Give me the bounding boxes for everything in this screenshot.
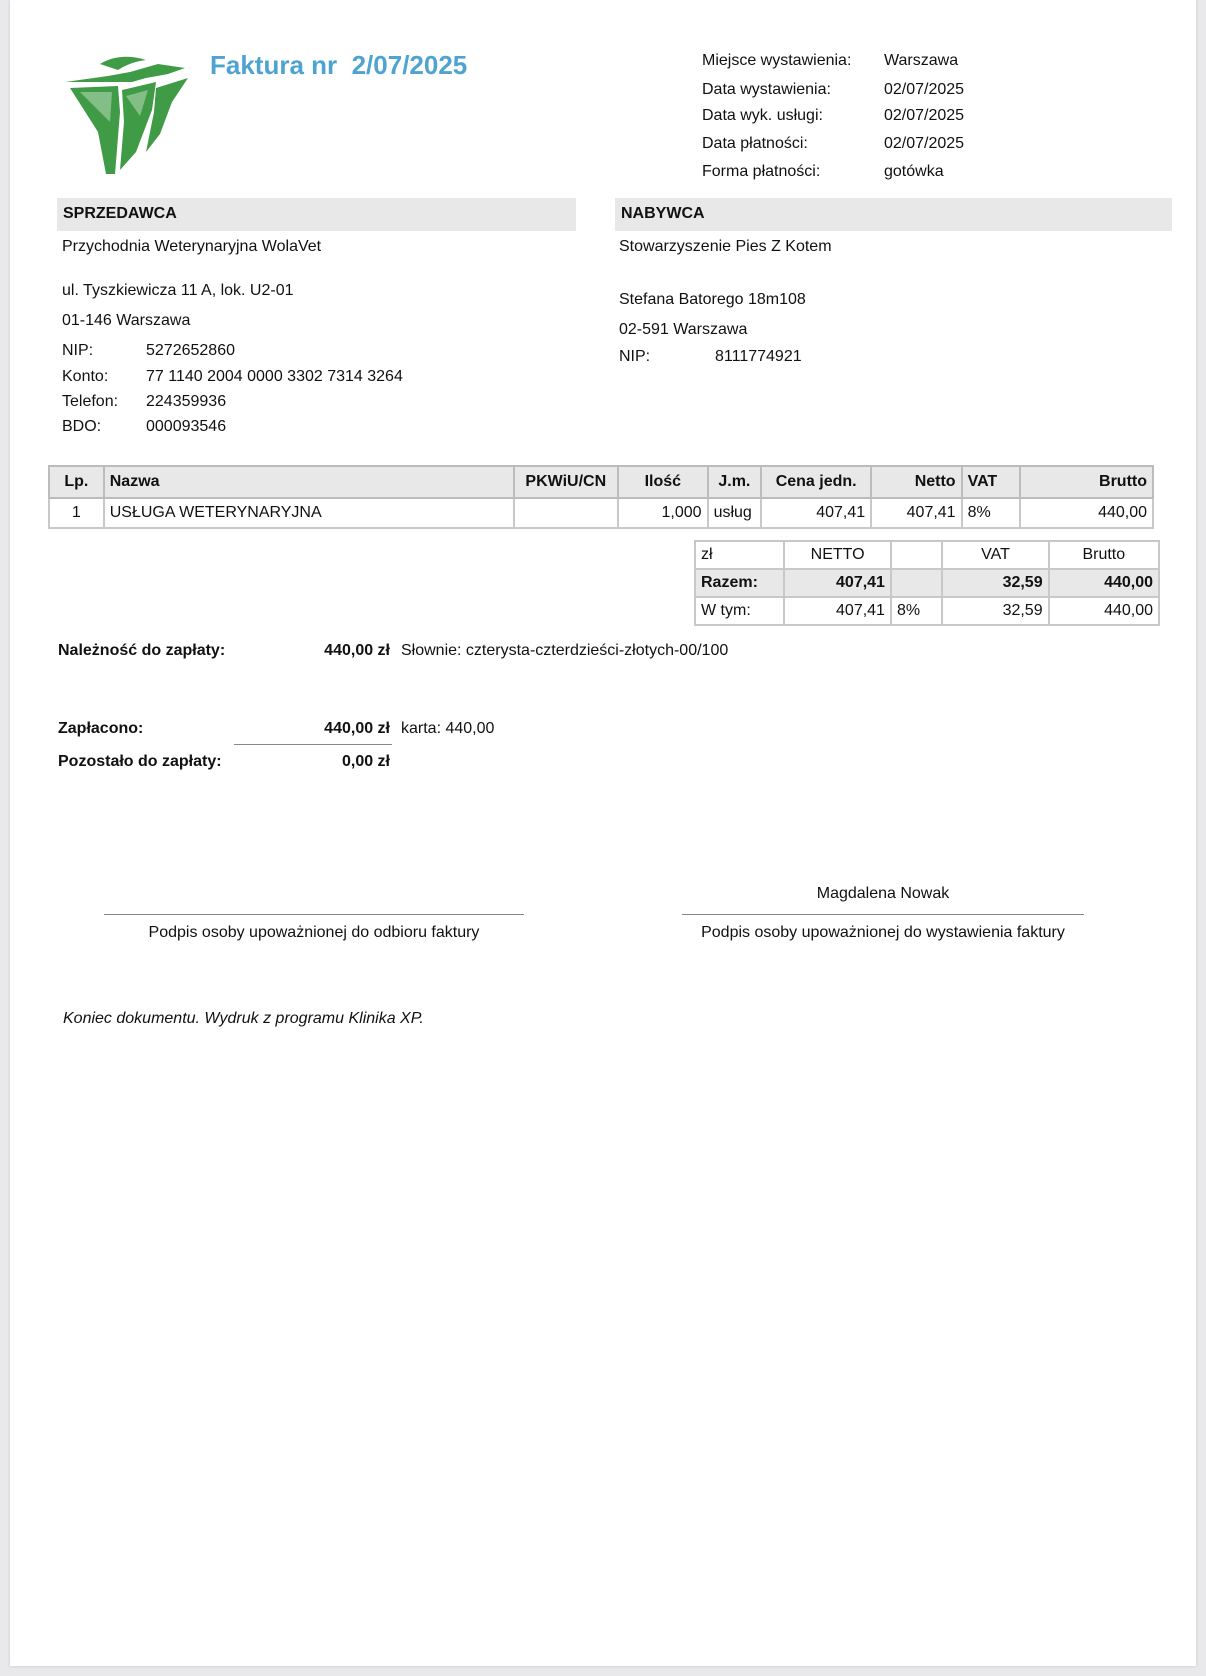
seller-name: Przychodnia Weterynaryjna WolaVet bbox=[62, 238, 322, 255]
amount-due-label: Należność do zapłaty: bbox=[58, 642, 226, 659]
summary-breakdown-vat: 32,59 bbox=[942, 597, 1048, 625]
buyer-nip-label: NIP: bbox=[619, 348, 651, 365]
item-unit-price: 407,41 bbox=[761, 498, 871, 528]
items-table bbox=[48, 465, 1154, 529]
meta-value-service-date: 02/07/2025 bbox=[884, 107, 965, 124]
issuer-name: Magdalena Nowak bbox=[816, 885, 950, 902]
col-unit: J.m. bbox=[708, 466, 762, 498]
meta-label-place: Miejsce wystawienia: bbox=[702, 52, 852, 69]
meta-label-payment-form: Forma płatności: bbox=[702, 163, 821, 180]
meta-label-payment-date: Data płatności: bbox=[702, 135, 808, 152]
col-qty: Ilość bbox=[618, 466, 708, 498]
paid-value: 440,00 zł bbox=[324, 720, 390, 737]
seller-phone-label: Telefon: bbox=[62, 393, 119, 410]
col-vat: VAT bbox=[962, 466, 1020, 498]
summary-total-rate bbox=[891, 569, 942, 597]
meta-value-payment-date: 02/07/2025 bbox=[884, 135, 965, 152]
item-unit: usług bbox=[708, 498, 762, 528]
clinic-logo bbox=[60, 52, 195, 177]
issuer-signature-line bbox=[682, 914, 1084, 915]
summary-breakdown-rate: 8% bbox=[891, 597, 942, 625]
summary-head-currency: zł bbox=[695, 541, 784, 569]
summary-head-vat: VAT bbox=[942, 541, 1048, 569]
buyer-city: 02-591 Warszawa bbox=[619, 321, 748, 338]
seller-header: SPRZEDAWCA bbox=[57, 198, 576, 231]
seller-street: ul. Tyszkiewicza 11 A, lok. U2-01 bbox=[62, 282, 294, 299]
summary-breakdown-label: W tym: bbox=[695, 597, 784, 625]
paid-label: Zapłacono: bbox=[58, 720, 144, 737]
summary-head-row bbox=[695, 541, 1159, 569]
summary-total-label: Razem: bbox=[695, 569, 784, 597]
seller-nip-label: NIP: bbox=[62, 342, 94, 359]
summary-total-net: 407,41 bbox=[784, 569, 891, 597]
seller-bdo-label: BDO: bbox=[62, 418, 102, 435]
col-gross: Brutto bbox=[1020, 466, 1153, 498]
seller-city: 01-146 Warszawa bbox=[62, 312, 191, 329]
summary-breakdown-net: 407,41 bbox=[784, 597, 891, 625]
meta-value-place: Warszawa bbox=[884, 52, 959, 69]
meta-value-payment-form: gotówka bbox=[884, 163, 944, 180]
summary-head-gross: Brutto bbox=[1049, 541, 1159, 569]
paid-method: karta: 440,00 bbox=[401, 720, 495, 737]
document-footer: Koniec dokumentu. Wydruk z programu Klinika XP. bbox=[63, 1010, 424, 1027]
col-lp: Lp. bbox=[49, 466, 104, 498]
summary-total-row bbox=[695, 569, 1159, 597]
invoice-page bbox=[10, 0, 1196, 1666]
buyer-name: Stowarzyszenie Pies Z Kotem bbox=[619, 238, 832, 255]
item-lp: 1 bbox=[49, 498, 104, 528]
seller-nip-value: 5272652860 bbox=[146, 342, 235, 359]
summary-breakdown-gross: 440,00 bbox=[1049, 597, 1159, 625]
amount-due-value: 440,00 zł bbox=[324, 642, 390, 659]
col-net: Netto bbox=[871, 466, 961, 498]
receiver-signature-line bbox=[104, 914, 524, 915]
issuer-signature-caption: Podpis osoby upoważnionej do wystawienia faktury bbox=[701, 924, 1065, 941]
item-vat: 8% bbox=[962, 498, 1020, 528]
item-gross: 440,00 bbox=[1020, 498, 1153, 528]
seller-account-value: 77 1140 2004 0000 3302 7314 3264 bbox=[146, 368, 403, 385]
meta-value-issue-date: 02/07/2025 bbox=[884, 81, 965, 98]
receiver-signature-caption: Podpis osoby upoważnionej do odbioru faktury bbox=[148, 924, 480, 941]
item-net: 407,41 bbox=[871, 498, 961, 528]
buyer-nip-value: 8111774921 bbox=[715, 348, 802, 365]
amount-in-words: Słownie: czterysta-czterdzieści-złotych-00/100 bbox=[401, 642, 729, 659]
summary-total-vat: 32,59 bbox=[942, 569, 1048, 597]
seller-phone-value: 224359936 bbox=[146, 393, 227, 410]
col-pkwiu: PKWiU/CN bbox=[514, 466, 619, 498]
table-row bbox=[49, 498, 1153, 528]
meta-label-issue-date: Data wystawienia: bbox=[702, 81, 831, 98]
col-name: Nazwa bbox=[104, 466, 514, 498]
item-pkwiu bbox=[514, 498, 619, 528]
remaining-value: 0,00 zł bbox=[341, 753, 390, 770]
summary-total-gross: 440,00 bbox=[1049, 569, 1159, 597]
meta-label-service-date: Data wyk. usługi: bbox=[702, 107, 823, 124]
seller-account-label: Konto: bbox=[62, 368, 109, 385]
vat-summary-table bbox=[694, 540, 1160, 626]
summary-breakdown-row bbox=[695, 597, 1159, 625]
buyer-street: Stefana Batorego 18m108 bbox=[619, 291, 806, 308]
seller-bdo-value: 000093546 bbox=[146, 418, 227, 435]
col-unit-price: Cena jedn. bbox=[761, 466, 871, 498]
items-header-row bbox=[49, 466, 1153, 498]
item-qty: 1,000 bbox=[618, 498, 708, 528]
paid-divider bbox=[234, 744, 392, 745]
buyer-header: NABYWCA bbox=[615, 198, 1172, 231]
remaining-label: Pozostało do zapłaty: bbox=[58, 753, 222, 770]
invoice-title: Faktura nr 2/07/2025 bbox=[210, 50, 468, 80]
summary-head-rate bbox=[891, 541, 942, 569]
item-name: USŁUGA WETERYNARYJNA bbox=[104, 498, 514, 528]
summary-head-net: NETTO bbox=[784, 541, 891, 569]
